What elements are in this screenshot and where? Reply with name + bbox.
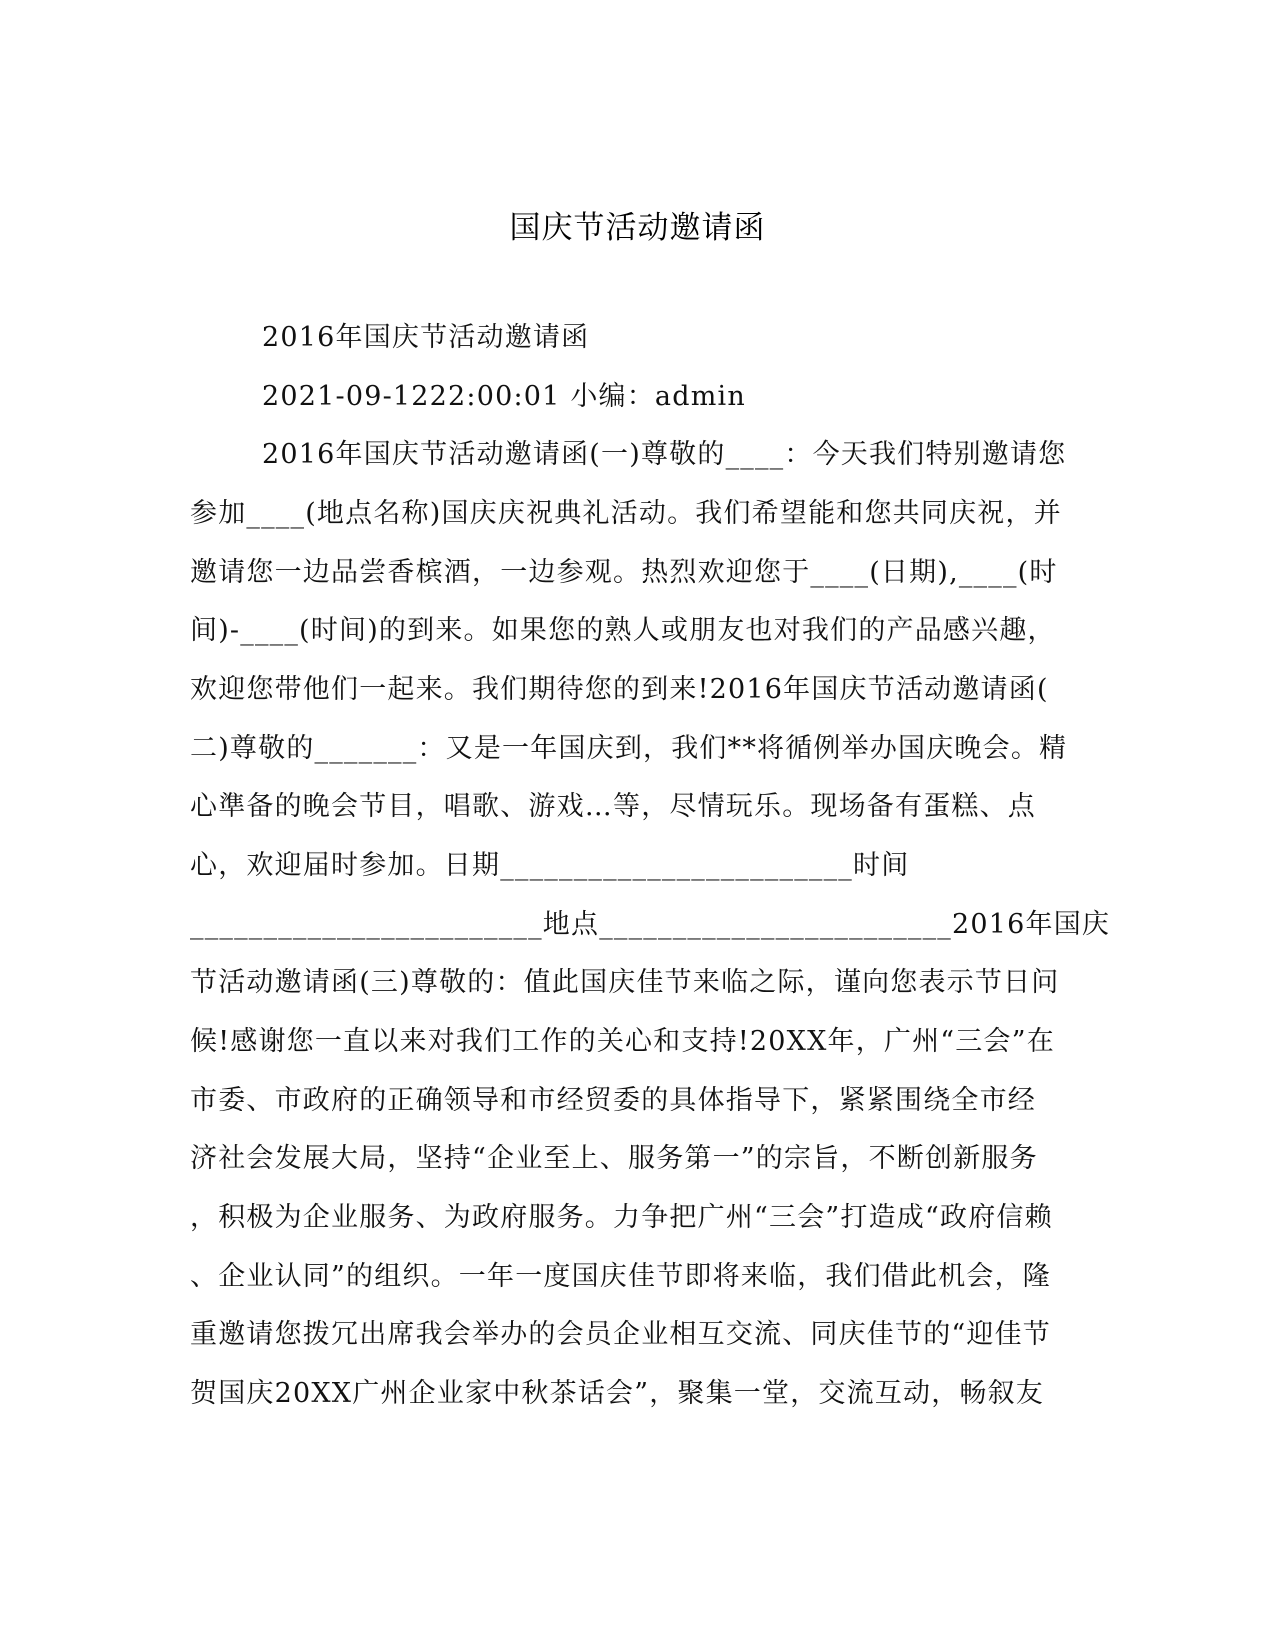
body-line: 邀请您一边品尝香槟酒，一边参观。热烈欢迎您于____(日期),____(时 (190, 557, 1058, 588)
body-line: 2016年国庆节活动邀请函(一)尊敬的____：今天我们特别邀请您 (262, 439, 1067, 470)
body-line: 贺国庆20XX广州企业家中秋茶话会”，聚集一堂，交流互动，畅叙友 (190, 1378, 1045, 1409)
document-title: 国庆节活动邀请函 (509, 210, 766, 246)
body-line: 候!感谢您一直以来对我们工作的关心和支持!20XX年，广州“三会”在 (190, 1026, 1055, 1057)
body-line: ，积极为企业服务、为政府服务。力争把广州“三会”打造成“政府信赖 (190, 1202, 1053, 1233)
body-line: 济社会发展大局，坚持“企业至上、服务第一”的宗旨，不断创新服务 (190, 1143, 1038, 1174)
body-line: 、企业认同”的组织。一年一度国庆佳节即将来临，我们借此机会，隆 (190, 1261, 1052, 1292)
body-line: 二)尊敬的_______：又是一年国庆到，我们**将循例举办国庆晚会。精 (190, 733, 1068, 764)
body-line: 心，欢迎届时参加。日期________________________时间 (190, 850, 910, 881)
body-line: 欢迎您带他们一起来。我们期待您的到来!2016年国庆节活动邀请函( (190, 674, 1049, 705)
body-line: 节活动邀请函(三)尊敬的：值此国庆佳节来临之际，谨向您表示节日问 (190, 967, 1060, 998)
body-line: 间)-____(时间)的到来。如果您的熟人或朋友也对我们的产品感兴趣， (190, 615, 1056, 646)
body-line: 重邀请您拨冗出席我会举办的会员企业相互交流、同庆佳节的“迎佳节 (190, 1319, 1052, 1350)
subtitle-line: 2016年国庆节活动邀请函 (262, 322, 590, 353)
body-line: 心準备的晚会节目，唱歌、游戏…等，尽情玩乐。现场备有蛋糕、点 (190, 791, 1036, 822)
body-line: 参加____(地点名称)国庆庆祝典礼活动。我们希望能和您共同庆祝，并 (190, 498, 1062, 529)
meta-line: 2021-09-1222:00:01 小编：admin (262, 381, 746, 412)
body-line: 市委、市政府的正确领导和市经贸委的具体指导下，紧紧围绕全市经 (190, 1085, 1036, 1116)
body-line: ________________________地点________________________2016年国庆 (190, 909, 1111, 940)
